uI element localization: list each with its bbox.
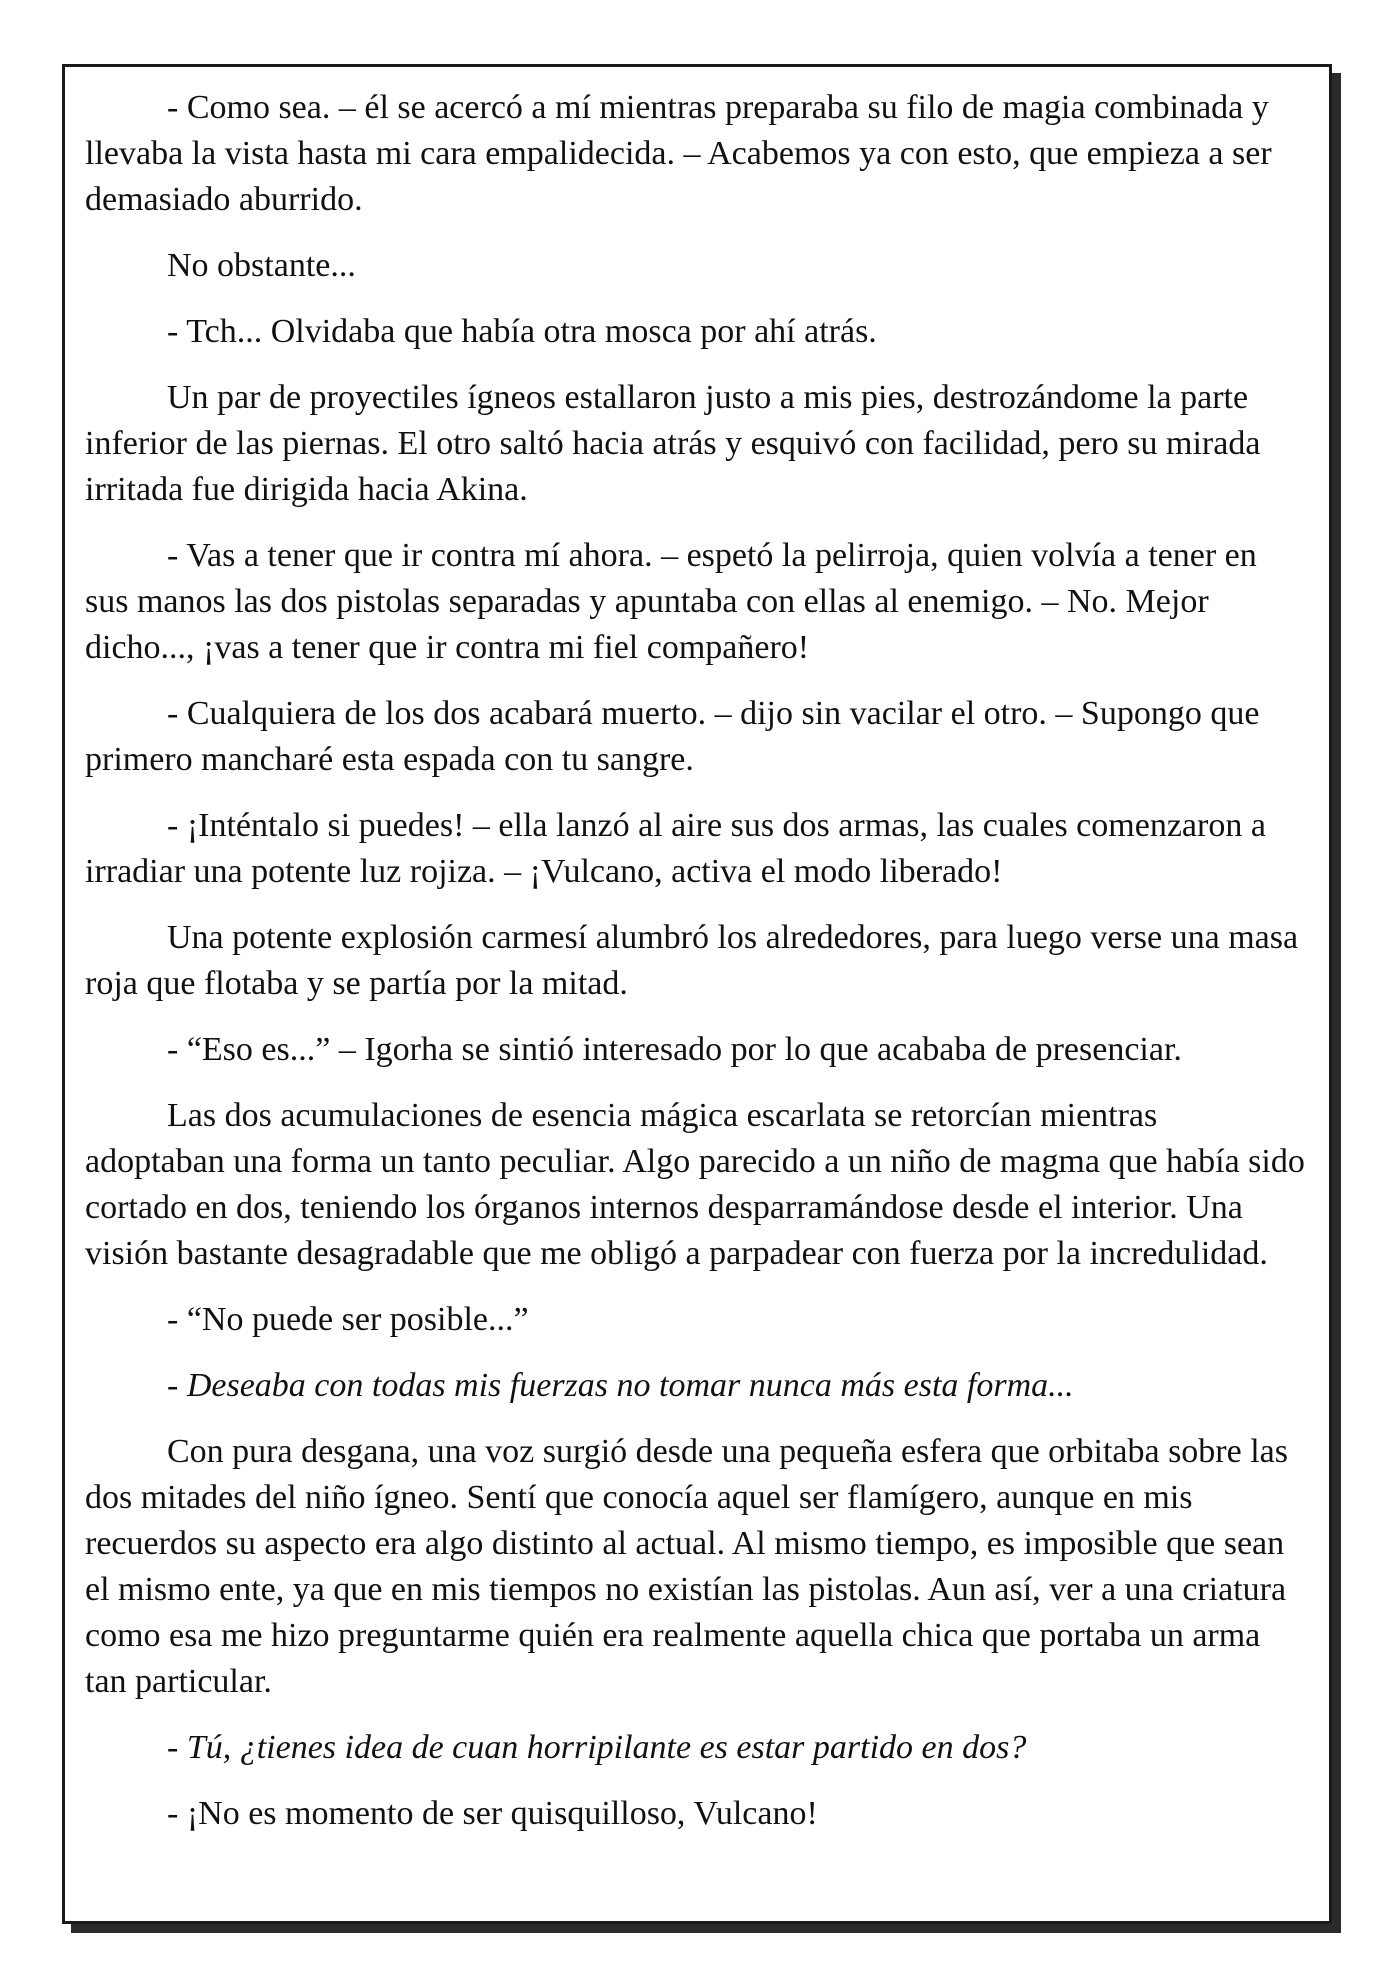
paragraph-5: - Vas a tener que ir contra mí ahora. – espetó la pelirroja, quien volvía a tener en sus manos las dos pistolas separadas y apuntaba con ellas al enemigo. – No. Mejor dicho..., ¡vas a tener que ir contra mi fiel compañero! [85, 537, 1257, 666]
text-body [85, 85, 1305, 1837]
paragraph-3: - Tch... Olvidaba que había otra mosca por ahí atrás. [167, 313, 877, 350]
paragraph-11: - “No puede ser posible...” [167, 1301, 529, 1338]
paragraph-13: Con pura desgana, una voz surgió desde una pequeña esfera que orbitaba sobre las dos mitades del niño ígneo. Sentí que conocía aquel ser flamígero, aunque en mis recuerdos su aspecto era algo distinto al actual. Al mismo tiempo, es imposible que sean el mismo ente, ya que en mis tiempos no existían las pistolas. Aun así, ver a una criatura como esa me hizo preguntarme quién era realmente aquella chica que portaba un arma tan particular. [85, 1433, 1288, 1700]
paragraph-10: Las dos acumulaciones de esencia mágica escarlata se retorcían mientras adoptaban una forma un tanto peculiar. Algo parecido a un niño de magma que había sido cortado en dos, teniendo los órganos internos desparramándose desde el interior. Una visión bastante desagradable que me obligó a parpadear con fuerza por la incredulidad. [85, 1097, 1305, 1272]
paragraph-14: - Tú, ¿tienes idea de cuan horripilante es estar partido en dos? [167, 1729, 1027, 1766]
paragraph-2: No obstante... [167, 247, 356, 284]
paragraph-12: - Deseaba con todas mis fuerzas no tomar nunca más esta forma... [167, 1367, 1074, 1404]
paragraph-8: Una potente explosión carmesí alumbró los alrededores, para luego verse una masa roja que flotaba y se partía por la mitad. [85, 919, 1299, 1002]
paragraph-4: Un par de proyectiles ígneos estallaron justo a mis pies, destrozándome la parte inferior de las piernas. El otro saltó hacia atrás y esquivó con facilidad, pero su mirada irritada fue dirigida hacia Akina. [85, 379, 1261, 508]
paragraph-15: - ¡No es momento de ser quisquilloso, Vulcano! [167, 1795, 818, 1832]
paragraph-6: - Cualquiera de los dos acabará muerto. – dijo sin vacilar el otro. – Supongo que primero mancharé esta espada con tu sangre. [85, 695, 1260, 778]
page-frame [62, 64, 1332, 1924]
paragraph-1: - Como sea. – él se acercó a mí mientras preparaba su filo de magia combinada y llevaba la vista hasta mi cara empalidecida. – Acabemos ya con esto, que empieza a ser demasiado aburrido. [85, 89, 1272, 218]
paragraph-7: - ¡Inténtalo si puedes! – ella lanzó al aire sus dos armas, las cuales comenzaron a irradiar una potente luz rojiza. – ¡Vulcano, activa el modo liberado! [85, 807, 1266, 890]
paragraph-9: - “Eso es...” – Igorha se sintió interesado por lo que acababa de presenciar. [167, 1031, 1182, 1068]
